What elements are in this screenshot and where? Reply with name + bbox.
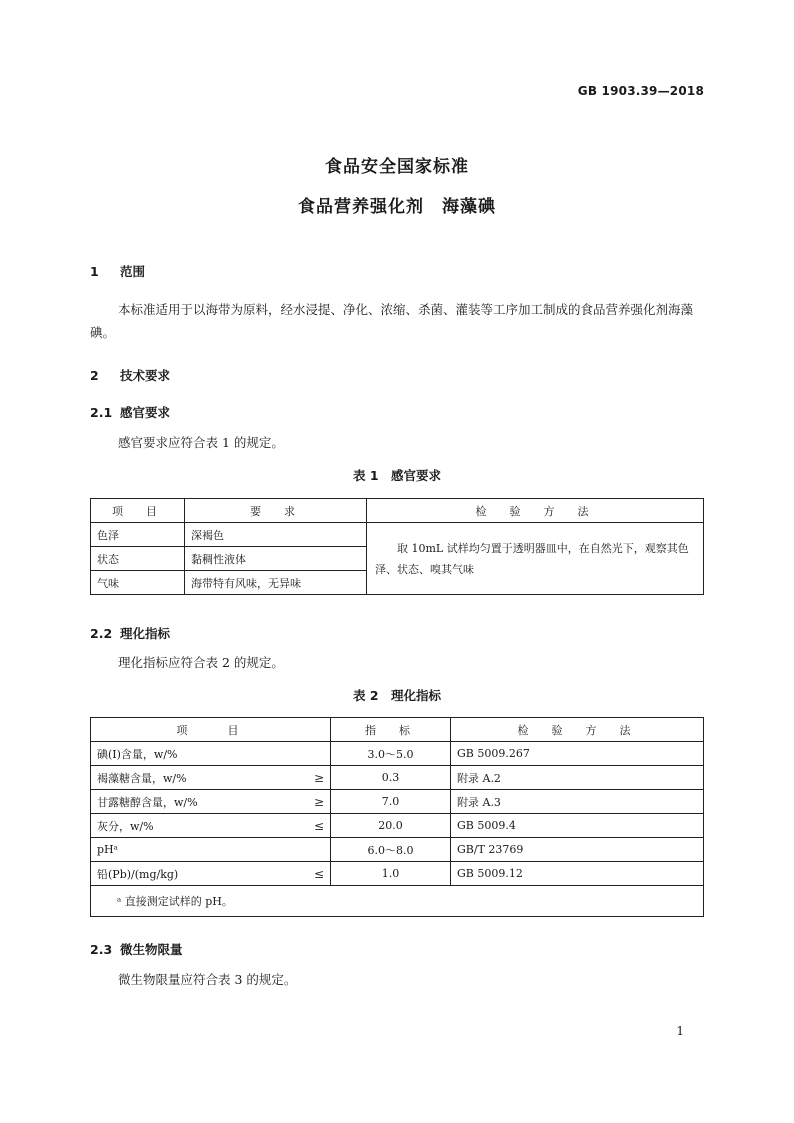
comparison-symbol: ≥: [313, 794, 324, 809]
requirement-cell: 黏稠性液体: [185, 547, 367, 571]
header-method: 检 验 方 法: [451, 718, 704, 742]
section-2-2-heading: [90, 624, 170, 642]
section-title: 范围: [120, 264, 146, 279]
section-2-heading: [90, 366, 170, 384]
section-title: 理化指标: [120, 626, 171, 641]
table-row: [91, 790, 704, 814]
section-title: 感官要求: [120, 405, 171, 420]
requirement-cell: 深褐色: [185, 523, 367, 547]
section-number: 2.1: [90, 405, 113, 420]
method-cell: GB 5009.267: [451, 742, 704, 766]
section-2-3-text: 微生物限量应符合表 3 的规定。: [118, 972, 297, 987]
section-2-3-heading: [90, 940, 183, 958]
header-method: 检 验 方 法: [367, 499, 704, 523]
section-1-text: 本标准适用于以海带为原料，经水浸提、净化、浓缩、杀菌、灌装等工序加工制成的食品营养强化剂海藻碘。: [90, 302, 694, 340]
comparison-symbol: ≤: [313, 818, 324, 833]
table-row: [91, 742, 704, 766]
document-subtitle: 食品营养强化剂 海藻碘: [298, 197, 496, 217]
item-cell: 褐藻糖含量，w/%: [97, 771, 187, 785]
value-cell: 1.0: [331, 862, 451, 886]
item-cell: 气味: [91, 571, 185, 595]
item-cell: pHᵃ: [97, 843, 118, 856]
table-2-caption: 表 2 理化指标: [352, 688, 442, 703]
table-header-row: [91, 718, 704, 742]
page-number: 1: [676, 1024, 684, 1038]
table-1-caption: 表 1 感官要求: [352, 468, 442, 483]
section-number: 2.2: [90, 626, 113, 641]
table-row: [91, 862, 704, 886]
section-title: 微生物限量: [120, 942, 183, 957]
section-1-heading: [90, 262, 145, 280]
header-requirement: 要 求: [185, 499, 367, 523]
physicochemical-table: [90, 717, 704, 917]
method-cell: 附录 A.2: [451, 766, 704, 790]
requirement-cell: 海带特有风味，无异味: [185, 571, 367, 595]
value-cell: 20.0: [331, 814, 451, 838]
table-row: [91, 766, 704, 790]
item-cell: 碘(I)含量，w/%: [97, 747, 178, 761]
value-cell: 7.0: [331, 790, 451, 814]
method-cell: GB/T 23769: [451, 838, 704, 862]
value-cell: 0.3: [331, 766, 451, 790]
item-cell: 色泽: [91, 523, 185, 547]
header-item: 项 目: [91, 499, 185, 523]
header-index: 指 标: [331, 718, 451, 742]
method-cell: GB 5009.12: [451, 862, 704, 886]
table-header-row: [91, 499, 704, 523]
item-cell: 甘露糖醇含量，w/%: [97, 795, 198, 809]
table-row: [91, 838, 704, 862]
section-number: 1: [90, 264, 99, 279]
method-cell: GB 5009.4: [451, 814, 704, 838]
section-2-2-text: 理化指标应符合表 2 的规定。: [118, 655, 284, 670]
table-footnote-row: [91, 886, 704, 917]
method-cell: 附录 A.3: [451, 790, 704, 814]
table-row: [91, 523, 704, 547]
section-2-1-text: 感官要求应符合表 1 的规定。: [118, 435, 284, 450]
table-footnote: ᵃ 直接测定试样的 pH。: [91, 886, 704, 917]
document-title: 食品安全国家标准: [325, 157, 469, 177]
section-number: 2: [90, 368, 99, 383]
section-2-1-heading: [90, 403, 170, 421]
value-cell: 6.0～8.0: [331, 838, 451, 862]
item-cell: 状态: [91, 547, 185, 571]
table-row: [91, 814, 704, 838]
header-item: 项 目: [91, 718, 331, 742]
value-cell: 3.0～5.0: [331, 742, 451, 766]
sensory-table: [90, 498, 704, 595]
comparison-symbol: ≤: [313, 866, 324, 881]
item-cell: 灰分，w/%: [97, 819, 154, 833]
section-number: 2.3: [90, 942, 113, 957]
comparison-symbol: ≥: [313, 770, 324, 785]
standard-code: GB 1903.39—2018: [577, 84, 704, 98]
method-cell: 取 10mL 试样均匀置于透明器皿中，在自然光下，观察其色泽、状态、嗅其气味: [367, 523, 704, 595]
item-cell: 铅(Pb)/(mg/kg): [97, 867, 179, 881]
section-title: 技术要求: [120, 368, 171, 383]
